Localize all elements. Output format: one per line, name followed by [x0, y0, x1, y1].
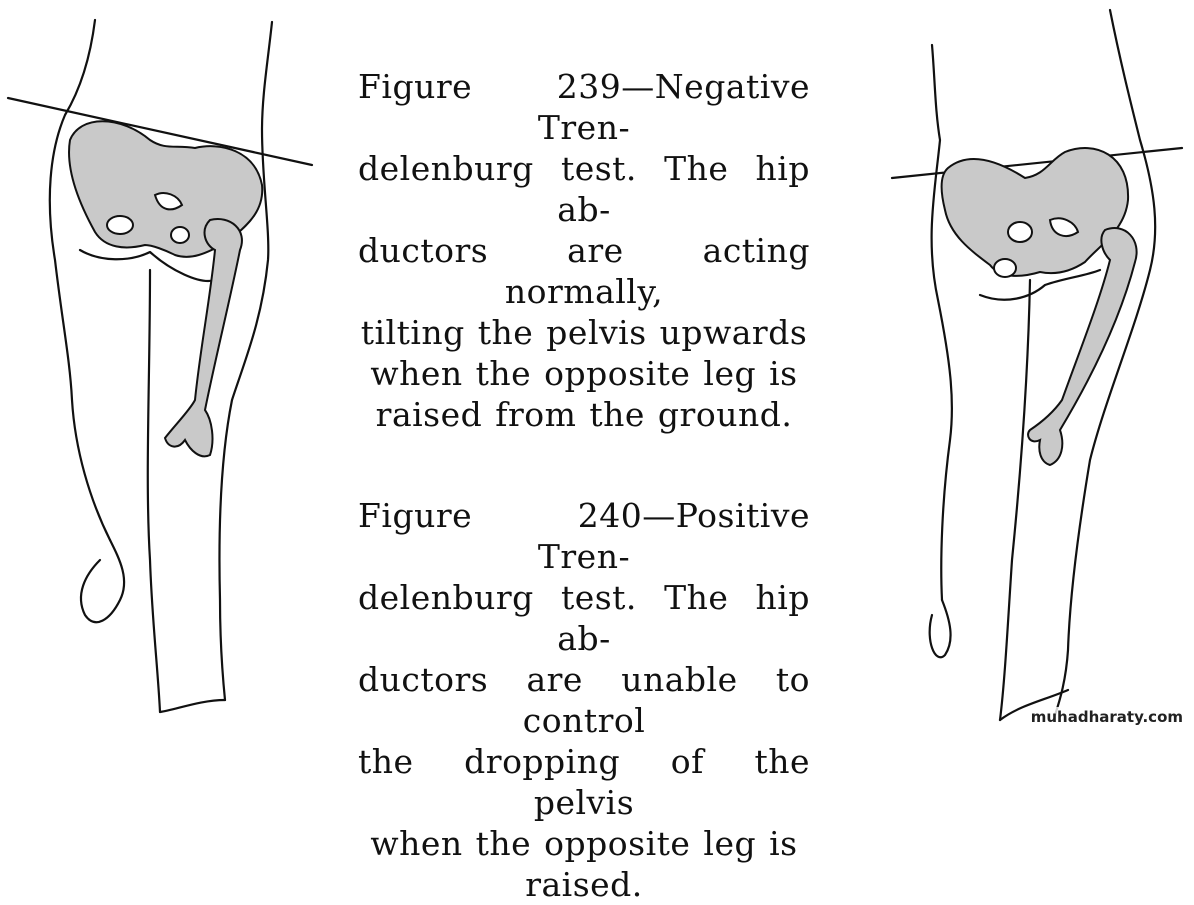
caption-line: raised from the ground.	[375, 395, 793, 434]
caption-line: Figure 240—Positive Tren-	[358, 496, 810, 576]
caption-line: ductors are unable to control	[358, 660, 810, 740]
figure-239-caption	[358, 66, 810, 435]
figure-240-illustration	[880, 0, 1194, 731]
caption-line: when the opposite leg is	[370, 824, 798, 863]
pelvis-bone	[942, 148, 1129, 276]
caption-line: ductors are acting normally,	[358, 231, 810, 311]
caption-line: Figure 239—Negative Tren-	[358, 67, 810, 147]
watermark: muhadharaty.com	[1028, 707, 1186, 727]
caption-line: the dropping of the pelvis	[358, 742, 810, 822]
caption-line: delenburg test. The hip ab-	[358, 149, 810, 229]
figure-239-illustration	[0, 0, 330, 731]
caption-line: raised.	[525, 865, 643, 904]
caption-line: delenburg test. The hip ab-	[358, 578, 810, 658]
caption-line: tilting the pelvis upwards	[360, 313, 808, 352]
figure-240-caption	[358, 495, 810, 905]
caption-line: when the opposite leg is	[370, 354, 798, 393]
